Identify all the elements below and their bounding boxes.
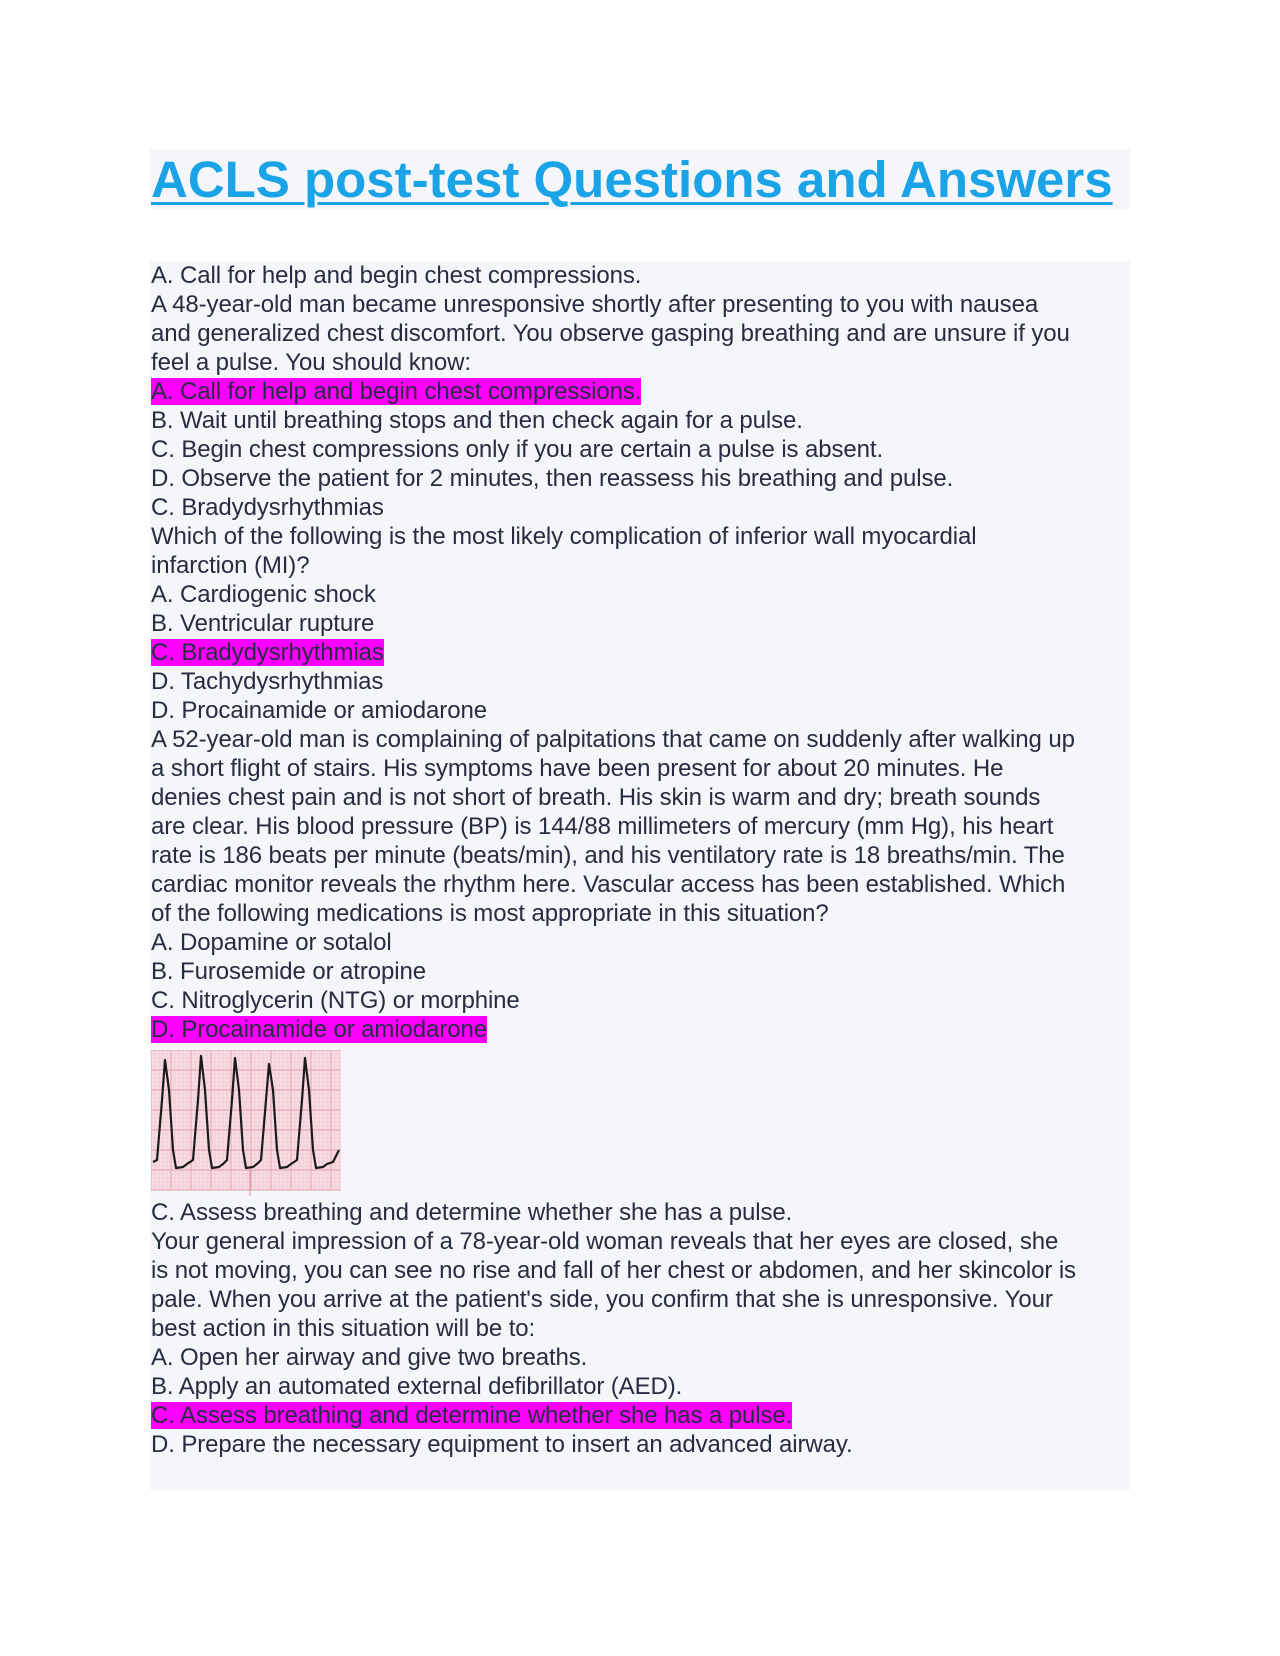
line-text: C. Bradydysrhythmias — [151, 639, 384, 666]
q-text-line — [151, 1198, 1130, 1227]
line-text: B. Ventricular rupture — [151, 610, 375, 637]
line-text: cardiac monitor reveals the rhythm here. Vascular access has been established. Which — [151, 871, 1066, 898]
line-text: denies chest pain and is not short of breath. His skin is warm and dry; breath sounds — [151, 784, 1041, 811]
line-text: feel a pulse. You should know: — [151, 349, 471, 376]
line-text: and generalized chest discomfort. You observe gasping breathing and are unsure if you — [151, 320, 1070, 347]
q-highlighted-answer — [151, 1015, 1130, 1044]
q-text-line — [151, 464, 1130, 493]
document-body — [150, 261, 1130, 1490]
q-text-line — [151, 435, 1130, 464]
q-text-line — [151, 899, 1130, 928]
line-text: pale. When you arrive at the patient's side, you confirm that she is unresponsive. Your — [151, 1286, 1053, 1313]
line-text: C. Assess breathing and determine whether she has a pulse. — [151, 1199, 793, 1226]
line-text: A. Call for help and begin chest compressions. — [151, 262, 642, 289]
q-text-line — [151, 696, 1130, 725]
line-text: D. Observe the patient for 2 minutes, then reassess his breathing and pulse. — [151, 465, 954, 492]
ecg-strip-image — [151, 1050, 341, 1198]
line-text: infarction (MI)? — [151, 552, 310, 579]
q-text-line — [151, 493, 1130, 522]
q-text-line — [151, 870, 1130, 899]
q-text-line — [151, 1430, 1130, 1459]
q-text-line — [151, 812, 1130, 841]
q-text-line — [151, 261, 1130, 290]
q-text-line — [151, 319, 1130, 348]
text-block-1 — [151, 261, 1130, 1044]
q-text-line — [151, 1314, 1130, 1343]
q-text-line — [151, 986, 1130, 1015]
ecg-rhythm-strip — [151, 1050, 1130, 1198]
q-text-line — [151, 1343, 1130, 1372]
line-text: is not moving, you can see no rise and fall of her chest or abdomen, and her skincolor is — [151, 1257, 1076, 1284]
q-text-line — [151, 1372, 1130, 1401]
q-text-line — [151, 406, 1130, 435]
line-text: B. Wait until breathing stops and then check again for a pulse. — [151, 407, 803, 434]
q-text-line — [151, 754, 1130, 783]
q-text-line — [151, 783, 1130, 812]
q-text-line — [151, 1285, 1130, 1314]
line-text: A 52-year-old man is complaining of palpitations that came on suddenly after walking up — [151, 726, 1075, 753]
q-text-line — [151, 580, 1130, 609]
q-highlighted-answer — [151, 638, 1130, 667]
line-text: are clear. His blood pressure (BP) is 144/88 millimeters of mercury (mm Hg), his heart — [151, 813, 1054, 840]
line-text: Your general impression of a 78-year-old woman reveals that her eyes are closed, she — [151, 1228, 1059, 1255]
page-title-link[interactable]: ACLS post-test Questions and Answers — [151, 151, 1113, 208]
line-text: C. Begin chest compressions only if you are certain a pulse is absent. — [151, 436, 884, 463]
q-text-line — [151, 1227, 1130, 1256]
q-text-line — [151, 348, 1130, 377]
q-text-line — [151, 1256, 1130, 1285]
line-text: B. Furosemide or atropine — [151, 958, 426, 985]
q-text-line — [151, 928, 1130, 957]
line-text: A. Call for help and begin chest compressions. — [151, 378, 642, 405]
line-text: best action in this situation will be to: — [151, 1315, 536, 1342]
q-highlighted-answer — [151, 377, 1130, 406]
q-text-line — [151, 522, 1130, 551]
line-text: rate is 186 beats per minute (beats/min), and his ventilatory rate is 18 breaths/min. The — [151, 842, 1065, 869]
line-text: D. Procainamide or amiodarone — [151, 1016, 487, 1043]
q-text-line — [151, 841, 1130, 870]
line-text: of the following medications is most appropriate in this situation? — [151, 900, 829, 927]
line-text: D. Procainamide or amiodarone — [151, 697, 487, 724]
q-text-line — [151, 290, 1130, 319]
line-text: A. Cardiogenic shock — [151, 581, 376, 608]
q-text-line — [151, 957, 1130, 986]
line-text: C. Bradydysrhythmias — [151, 494, 384, 521]
q-text-line — [151, 551, 1130, 580]
line-text: D. Prepare the necessary equipment to insert an advanced airway. — [151, 1431, 853, 1458]
line-text: a short flight of stairs. His symptoms have been present for about 20 minutes. He — [151, 755, 1004, 782]
line-text: D. Tachydysrhythmias — [151, 668, 384, 695]
text-block-2 — [151, 1198, 1130, 1459]
q-highlighted-answer — [151, 1401, 1130, 1430]
line-text: B. Apply an automated external defibrillator (AED). — [151, 1373, 683, 1400]
line-text: C. Assess breathing and determine whether she has a pulse. — [151, 1402, 793, 1429]
line-text: C. Nitroglycerin (NTG) or morphine — [151, 987, 520, 1014]
line-text: Which of the following is the most likely complication of inferior wall myocardial — [151, 523, 977, 550]
line-text: A. Dopamine or sotalol — [151, 929, 392, 956]
line-text: A 48-year-old man became unresponsive shortly after presenting to you with nausea — [151, 291, 1039, 318]
q-text-line — [151, 725, 1130, 754]
q-text-line — [151, 609, 1130, 638]
line-text: A. Open her airway and give two breaths. — [151, 1344, 588, 1371]
q-text-line — [151, 667, 1130, 696]
